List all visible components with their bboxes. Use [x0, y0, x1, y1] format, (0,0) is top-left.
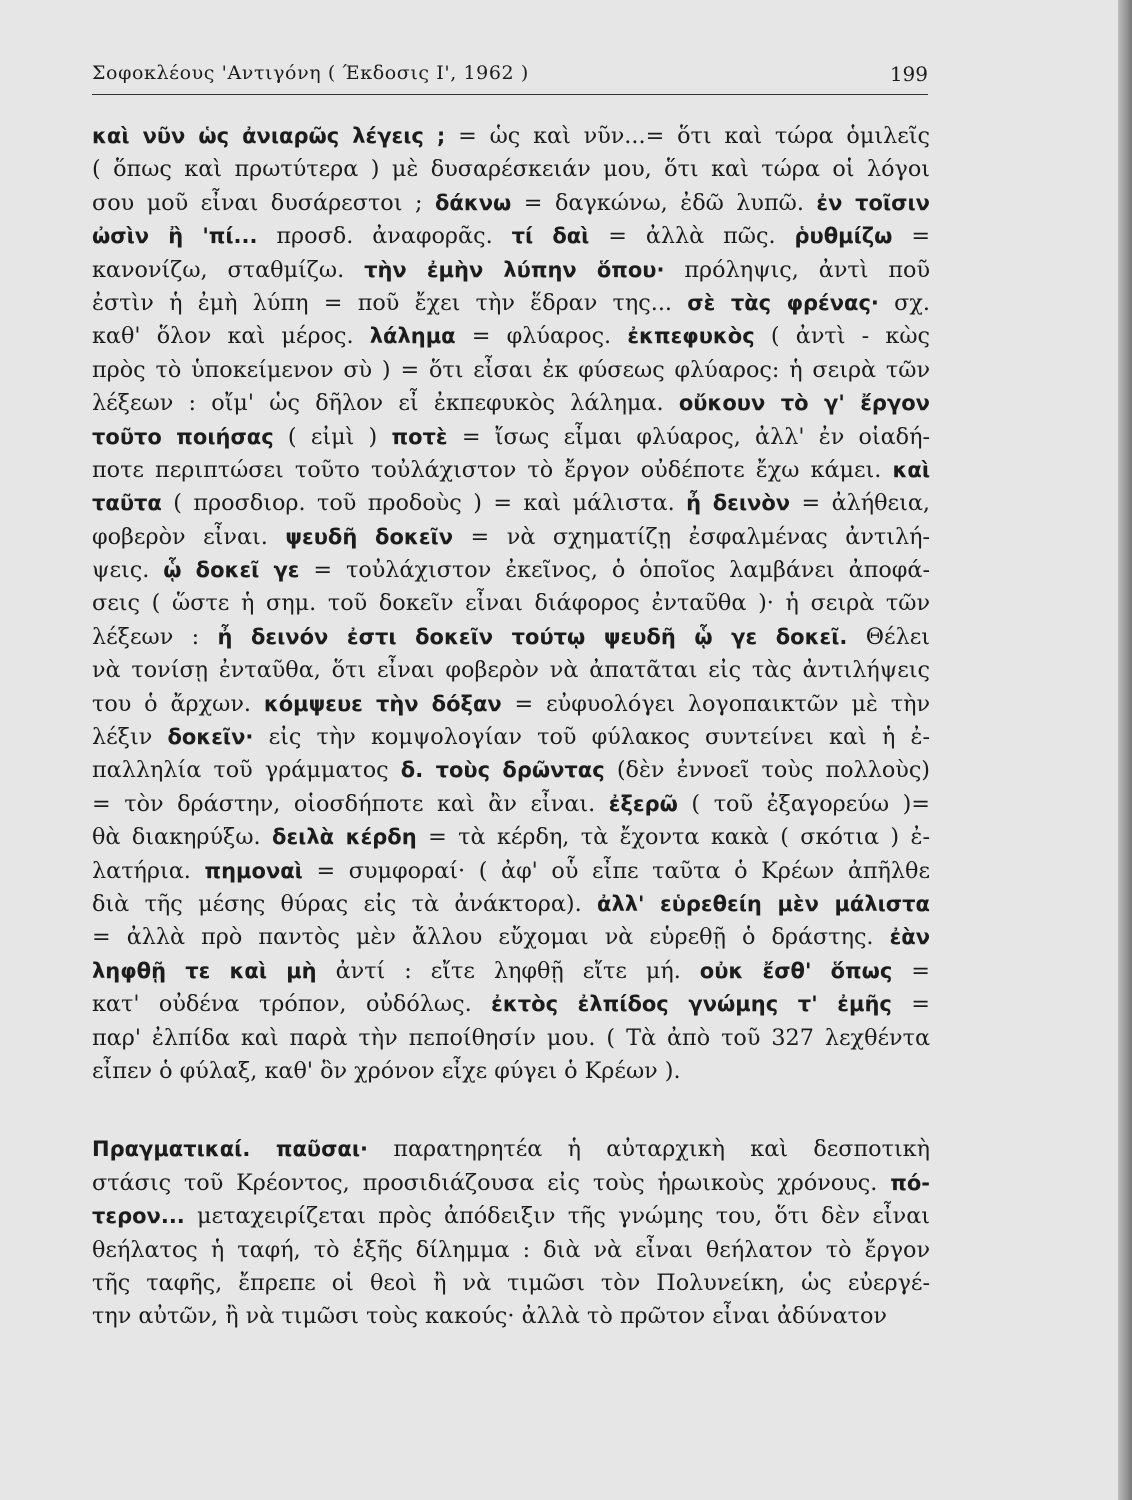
text-line [92, 387, 930, 420]
bold-lemma: δοκεῖν· [167, 725, 254, 750]
bold-lemma: τοῦτο ποιήσας [92, 424, 274, 449]
text-line [92, 921, 930, 954]
bold-lemma: ἀλλ' εὑρεθείη μὲν μάλιστα [597, 891, 930, 916]
text-run: εἰς τὴν κομψολογίαν τοῦ φύλακος συντείνει καὶ ἡ ἐ- [253, 724, 930, 751]
text-line [92, 354, 930, 387]
text-run: = ὡς καὶ νῦν...= ὅτι καὶ τώρα ὁμιλεῖς [445, 123, 930, 149]
text-line [92, 153, 930, 186]
text-run: = ἀλήθεια, [790, 490, 930, 517]
text-line [92, 1167, 930, 1200]
text-line [92, 1300, 930, 1333]
text-run: = [892, 223, 931, 250]
bold-lemma: λάλημα [369, 324, 456, 349]
bold-lemma: ῥυθμίζω [794, 224, 893, 249]
text-run: = ἴσως εἶμαι φλύαρος, ἀλλ' ἐν οἱαδή- [447, 423, 930, 450]
text-run: λέξεων : [92, 623, 218, 650]
text-line [92, 855, 930, 888]
text-run: λέξεων : οἴμ' ὡς δῆλον εἶ ἐκπεφυκὸς λάλημα. [92, 390, 679, 417]
text-run: ( ἀντὶ - κὼς [754, 323, 930, 350]
text-run: πρὸς τὸ ὑποκείμενον σὺ ) = ὅτι εἶσαι ἐκ φύσεως φλύαρος: ἡ σειρὰ τῶν [92, 356, 930, 383]
bold-lemma: καὶ νῦν ὡς ἀνιαρῶς λέγεις ; [92, 124, 446, 148]
text-line [92, 587, 930, 620]
text-line [92, 1133, 930, 1166]
text-line [92, 988, 930, 1021]
text-run: = νὰ σχηματίζῃ ἐσφαλμένας ἀντιλή- [453, 523, 930, 550]
text-line [92, 254, 930, 287]
text-line [92, 1267, 930, 1300]
text-run: σου μοῦ εἶναι δυσάρεστοι ; [92, 189, 435, 216]
text-run: ἀντί : εἴτε ληφθῇ εἴτε μή. [316, 957, 700, 984]
text-line [92, 955, 930, 988]
text-run: θὰ διακηρύξω. [92, 824, 273, 851]
bold-lemma: κόμψευε τὴν δόξαν [263, 691, 502, 716]
text-run: ἐστὶν ἡ ἐμὴ λύπη = ποῦ ἔχει τὴν ἕδραν της... [92, 289, 688, 316]
bold-lemma: ἐκτὸς ἐλπίδος γνώμης τ' ἐμῆς [491, 992, 892, 1017]
text-run: = εὐφυολόγει λογοπαικτῶν μὲ τὴν [501, 690, 931, 717]
bold-lemma: πό- [890, 1170, 930, 1195]
text-line [92, 788, 930, 821]
header-rule [92, 94, 928, 95]
text-line [92, 721, 930, 754]
bold-lemma: οὐκ ἔσθ' ὅπως [699, 958, 893, 983]
text-run: = φλύαρος. [455, 323, 628, 350]
bold-lemma: τὴν ἐμὴν λύπην ὅπου· [364, 257, 665, 282]
text-line [92, 654, 930, 687]
text-run: = τὸν δράστην, οἱοσδήποτε καὶ ἂν εἶναι. [92, 790, 609, 817]
text-run: Θέλει [847, 623, 930, 650]
text-run: ποτε περιπτώσει τοῦτο τοὐλάχιστον τὸ ἔργον οὐδέποτε ἔχω κάμει. [92, 456, 893, 483]
text-run: προσδ. ἀναφορᾶς. [257, 223, 512, 250]
bold-lemma: ταῦτα [92, 491, 162, 516]
text-line [92, 454, 930, 487]
text-run: = δαγκώνω, ἐδῶ λυπῶ. [511, 189, 817, 216]
text-run: ( προσδιορ. τοῦ προδοὺς ) = καὶ μάλιστα. [161, 490, 687, 517]
bold-lemma: ἐξερῶ [608, 791, 678, 816]
bold-lemma: ψευδῆ δοκεῖν [285, 524, 454, 549]
text-run: την αὐτῶν, ἢ νὰ τιμῶσι τοὺς κακούς· ἀλλὰ τὸ πρῶτον εἶναι ἀδύνατον [92, 1303, 887, 1330]
bold-lemma: δ. τοὺς δρῶντας [400, 758, 605, 783]
bold-lemma: πημοναὶ [204, 858, 303, 883]
page-header [92, 60, 928, 96]
text-run: θεήλατος ἡ ταφή, τὸ ἑξῆς δίλημμα : διὰ νὰ εἶναι θεήλατον τὸ ἔργον [92, 1236, 930, 1263]
text-run: = ἀλλὰ πρὸ παντὸς μὲν ἄλλου εὔχομαι νὰ εὑρεθῇ ὁ δράστης. [92, 924, 890, 951]
text-line [92, 521, 930, 554]
page-number: 199 [889, 62, 928, 86]
text-line [92, 421, 930, 454]
text-run: ( εἰμὶ ) [273, 423, 392, 450]
text-run: του ὁ ἄρχων. [92, 690, 264, 717]
paragraph-gap [92, 1088, 930, 1133]
bold-lemma: ἦ δεινὸν [686, 491, 791, 516]
bold-lemma: τερον... [92, 1204, 185, 1229]
text-run: πρόληψις, ἀντὶ ποῦ [664, 256, 931, 283]
text-run: παρατηρητέα ἡ αὐταρχικὴ καὶ δεσποτικὴ [368, 1136, 930, 1163]
text-run: διὰ τῆς μέσης θύρας εἰς τὰ ἀνάκτορα). [92, 890, 598, 917]
text-run: νὰ τονίσῃ ἐνταῦθα, ὅτι εἶναι φοβερὸν νὰ ἀπατᾶται εἰς τὰς ἀντιλήψεις [92, 657, 930, 684]
text-run: σχ. [878, 289, 930, 316]
text-line [92, 320, 930, 353]
text-line [92, 287, 930, 320]
text-line [92, 754, 930, 787]
bold-lemma: ληφθῇ τε καὶ μὴ [92, 958, 317, 983]
text-line [92, 554, 930, 587]
text-line [92, 187, 930, 220]
bold-lemma: οὔκουν τὸ γ' ἔργον [678, 391, 930, 416]
text-run: (δὲν ἐννοεῖ τοὺς πολλοὺς) [604, 757, 931, 784]
text-run: = συμφοραί· ( ἀφ' οὗ εἶπε ταῦτα ὁ Κρέων ἀπῆλθε [302, 857, 930, 884]
text-run: τῆς ταφῆς, ἔπρεπε οἱ θεοὶ ἢ νὰ τιμῶσι τὸν Πολυνείκη, ὡς εὐεργέ- [92, 1269, 930, 1296]
bold-lemma: ἐὰν [889, 925, 930, 950]
bold-lemma: δειλὰ κέρδη [272, 825, 417, 850]
text-run: στάσις τοῦ Κρέοντος, προσιδιάζουσα εἰς τοὺς ἡρωικοὺς χρόνους. [92, 1169, 891, 1196]
bold-lemma: σὲ τὰς φρένας· [687, 290, 879, 315]
bold-lemma: Πραγματικαί. παῦσαι· [92, 1137, 369, 1162]
text-run: φοβερὸν εἶναι. [92, 523, 286, 550]
bold-lemma: τί δαὶ [511, 224, 590, 249]
text-run: λέξιν [92, 724, 168, 751]
text-run: παλληλία τοῦ γράμματος [92, 757, 401, 784]
text-run: = τοὐλάχιστον ἐκεῖνος, ὁ ὁποῖος λαμβάνει ἀποφά- [299, 557, 931, 584]
text-run: λατήρια. [92, 857, 205, 884]
bold-lemma: ὠσὶν ἢ 'πί... [92, 224, 258, 249]
text-run: = τὰ κέρδη, τὰ ἔχοντα κακὰ ( σκότια ) ἐ- [416, 824, 930, 851]
text-line [92, 120, 930, 153]
text-line [92, 888, 930, 921]
text-run: κανονίζω, σταθμίζω. [92, 256, 365, 283]
running-head: Σοφοκλέους 'Αντιγόνη ( Έκδοσις Ι', 1962 ) [92, 62, 529, 84]
text-run: = [892, 957, 930, 984]
bold-lemma: ἐν τοῖσιν [816, 190, 930, 215]
text-run: καθ' ὅλον καὶ μέρος. [92, 323, 370, 350]
text-line [92, 1200, 930, 1233]
text-run: εἶπεν ὁ φύλαξ, καθ' ὃν χρόνον εἶχε φύγει ὁ Κρέων ). [92, 1057, 681, 1084]
text-line [92, 487, 930, 520]
text-run: = ἀλλὰ πῶς. [589, 223, 795, 250]
text-line [92, 220, 930, 253]
text-run: μεταχειρίζεται πρὸς ἀπόδειξιν τῆς γνώμης του, ὅτι δὲν εἶναι [184, 1203, 930, 1230]
text-line [92, 1022, 930, 1055]
page-edge-shadow [1118, 0, 1132, 1500]
text-run: κατ' οὐδένα τρόπον, οὐδόλως. [92, 991, 492, 1018]
text-run: ψεις. [92, 557, 164, 584]
bold-lemma: ἐκπεφυκὸς [627, 324, 755, 349]
text-line [92, 621, 930, 654]
text-line [92, 688, 930, 721]
bold-lemma: δάκνω [434, 190, 512, 215]
bold-lemma: ἦ δεινόν ἐστι δοκεῖν τούτῳ ψευδῆ ᾧ γε δοκεῖ. [217, 624, 848, 649]
bold-lemma: ποτὲ [391, 424, 448, 449]
text-line [92, 1055, 930, 1088]
text-run: ( ὅπως καὶ πρωτύτερα ) μὲ δυσαρέσκειάν μου, ὅτι καὶ τώρα οἱ λόγοι [92, 156, 930, 183]
main-text [92, 120, 930, 1334]
text-run: παρ' ἐλπίδα καὶ παρὰ τὴν πεποίθησίν μου. ( Τὰ ἀπὸ τοῦ 327 λεχθέντα [92, 1024, 930, 1051]
bold-lemma: καὶ [892, 457, 930, 482]
text-run: ( τοῦ ἐξαγορεύω )= [677, 790, 930, 817]
bold-lemma: ᾧ δοκεῖ γε [163, 558, 300, 583]
text-run: σεις ( ὥστε ἡ σημ. τοῦ δοκεῖν εἶναι διάφορος ἐνταῦθα )· ἡ σειρὰ τῶν [92, 590, 930, 617]
text-line [92, 1234, 930, 1267]
text-line [92, 821, 930, 854]
text-run: = [891, 991, 930, 1018]
